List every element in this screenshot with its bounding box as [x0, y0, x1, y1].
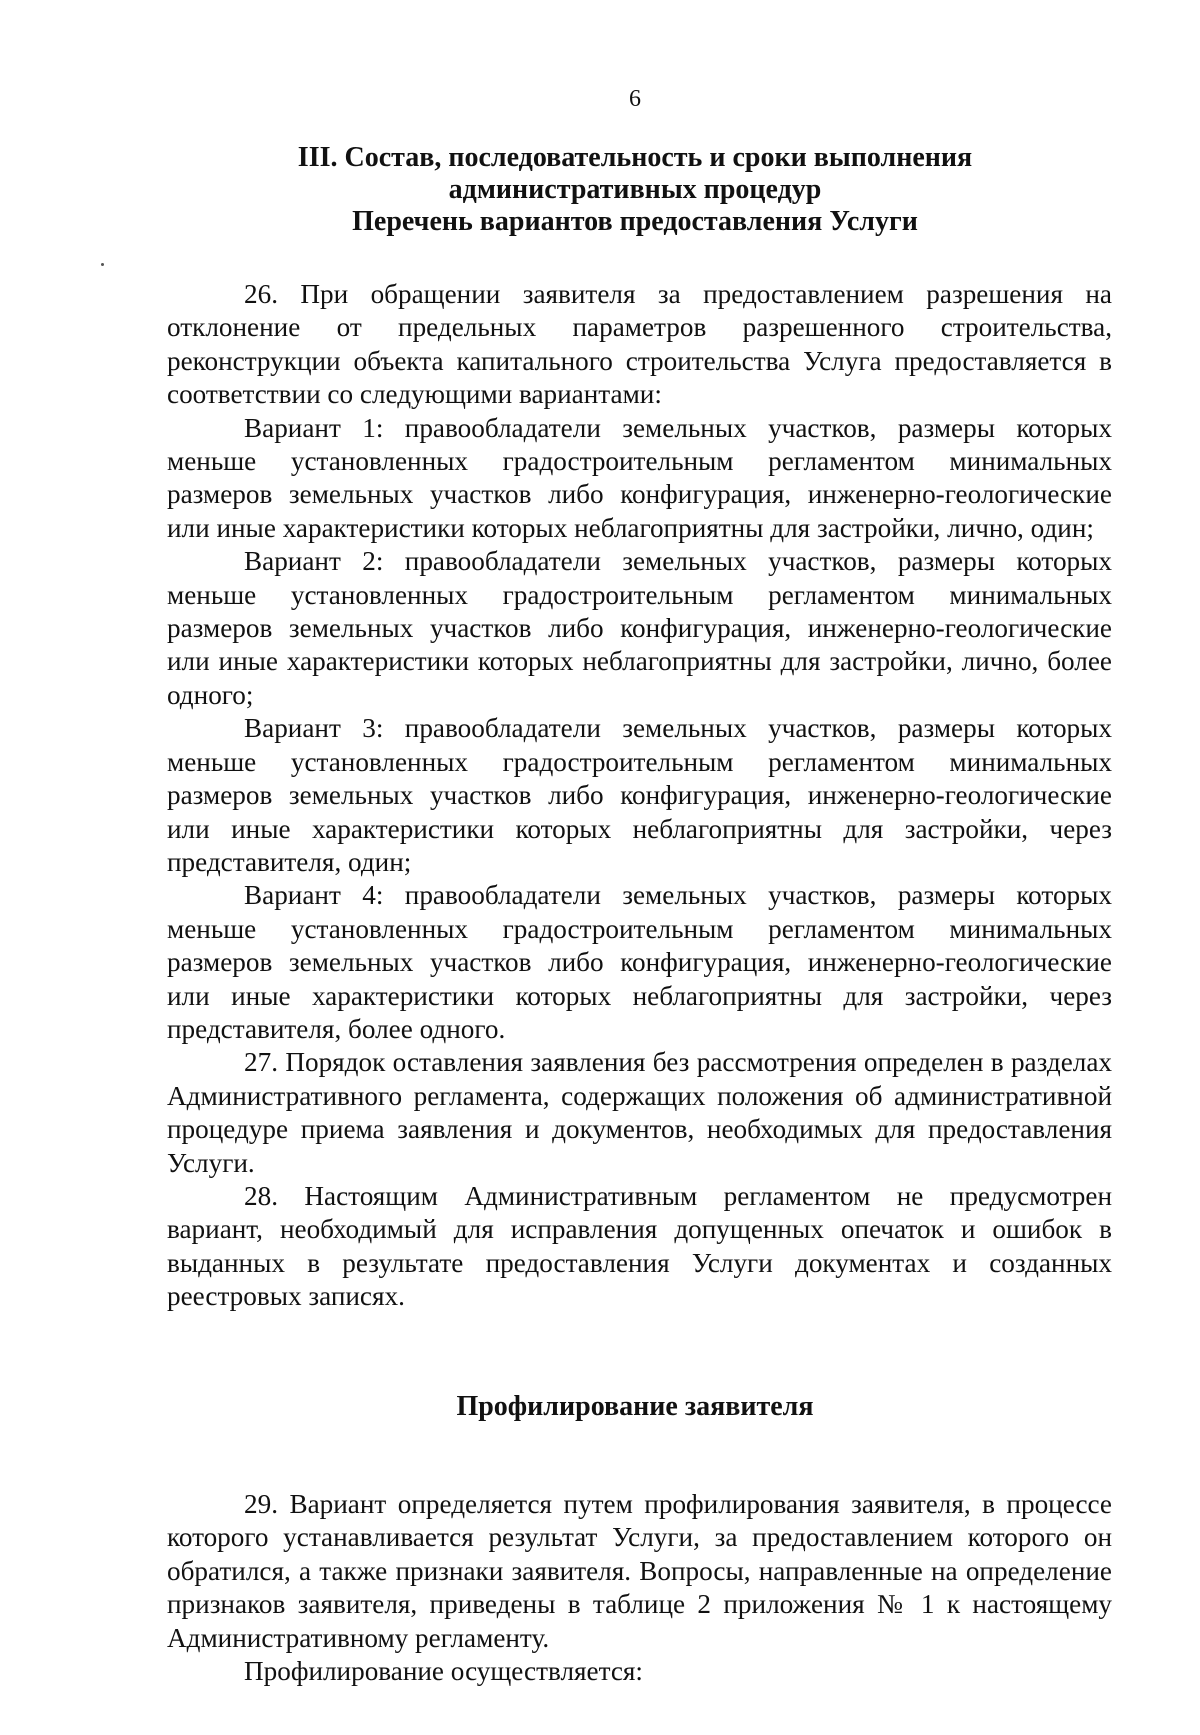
- section-heading-line: административных процедур: [448, 174, 822, 205]
- page-number: 6: [629, 86, 641, 112]
- paragraph-26: 26. При обращении заявителя за предоставлением разрешения на отклонение от предельных параметров разрешенного строительства, реконструкции объекта капитального строительства Услуга предоставляется в соответствии со следующими вариантами:: [167, 279, 1112, 410]
- paragraph-variant-1: Вариант 1: правообладатели земельных участков, размеры которых меньше установленных градостроительным регламентом минимальных размеров земельных участков либо конфигурация, инженерно-геологические или иные характеристики которых неблагоприятны для застройки, лично, один;: [167, 412, 1112, 543]
- section-heading-line: III. Состав, последовательность и сроки выполнения: [297, 142, 973, 173]
- section-heading-line: Перечень вариантов предоставления Услуги: [352, 206, 918, 237]
- paragraph-29: 29. Вариант определяется путем профилирования заявителя, в процессе которого устанавливается результат Услуги, за предоставлением которого он обратился, а также признаки заявителя. Вопросы, направленные на определение признаков заявителя, приведены в таблице 2 приложения № 1 к настоящему Административному регламенту.: [167, 1489, 1112, 1653]
- section-heading: [0, 142, 1200, 238]
- paragraph-variant-2: Вариант 2: правообладатели земельных участков, размеры которых меньше установленных градостроительным регламентом минимальных размеров земельных участков либо конфигурация, инженерно-геологические или иные характеристики которых неблагоприятны для застройки, лично, более одного;: [167, 546, 1112, 710]
- subsection-heading: Профилирование заявителя: [456, 1391, 814, 1422]
- paragraph-profiling: Профилирование осуществляется:: [244, 1656, 643, 1687]
- paragraph-27: 27. Порядок оставления заявления без рассмотрения определен в разделах Административного регламента, содержащих положения об административной процедуре приема заявления и документов, необходимых для предоставления Услуги.: [167, 1047, 1112, 1178]
- subsection-body: [167, 1488, 1112, 1688]
- scan-speck: [101, 263, 104, 266]
- paragraph-28: 28. Настоящим Административным регламентом не предусмотрен вариант, необходимый для исправления допущенных опечаток и ошибок в выданных в результате предоставления Услуги документах и созданных реестровых записях.: [167, 1180, 1112, 1312]
- paragraph-variant-3: Вариант 3: правообладатели земельных участков, размеры которых меньше установленных градостроительным регламентом минимальных размеров земельных участков либо конфигурация, инженерно-геологические или иные характеристики которых неблагоприятны для застройки, через представителя, один;: [167, 713, 1112, 877]
- paragraph-variant-4: Вариант 4: правообладатели земельных участков, размеры которых меньше установленных градостроительным регламентом минимальных размеров земельных участков либо конфигурация, инженерно-геологические или иные характеристики которых неблагоприятны для застройки, через представителя, более одного.: [167, 880, 1112, 1044]
- section-body: [167, 278, 1112, 1314]
